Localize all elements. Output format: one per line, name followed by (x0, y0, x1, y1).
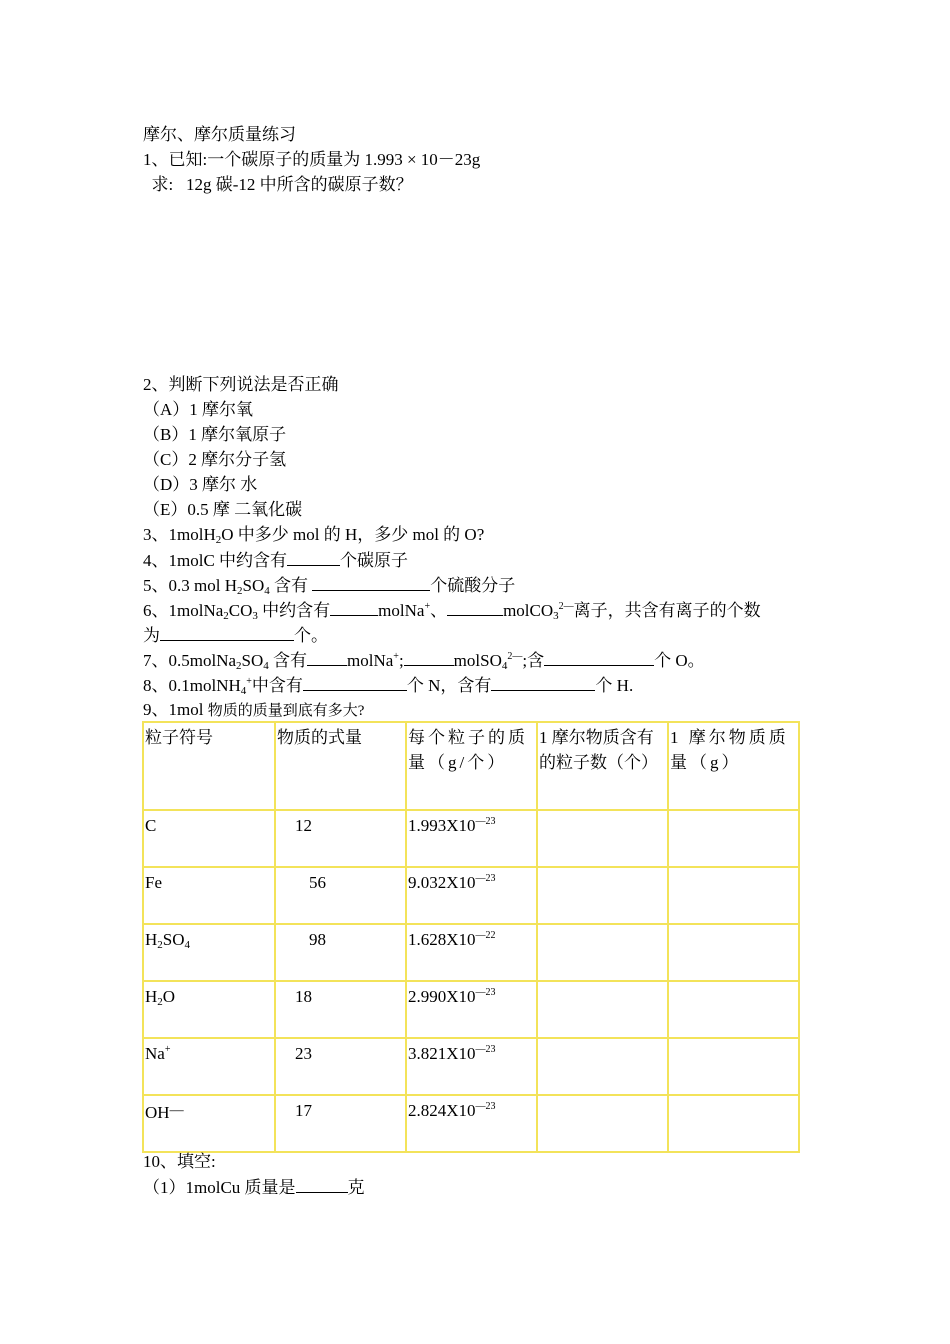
q7-text-b: 含有 (268, 651, 308, 670)
table-row (143, 1095, 799, 1152)
symbol-text: H (145, 930, 158, 949)
formula-weight: 23 (295, 1044, 312, 1063)
symbol-text: OH (145, 1103, 170, 1122)
question-8 (143, 672, 813, 697)
q3-text-b: O 中多少 mol 的 H，多少 mol 的 O? (221, 525, 485, 544)
q6-text-b: 中约含有 (257, 601, 331, 620)
symbol-text: Na (145, 1044, 165, 1063)
question-4 (143, 547, 813, 572)
q5-text-c: 个硫酸分子 (430, 576, 516, 595)
q8-blank-n[interactable] (303, 672, 407, 691)
formula-weight: 56 (309, 873, 326, 892)
cell-particle-mass (406, 867, 537, 924)
symbol-text: H (145, 987, 158, 1006)
table-row (143, 867, 799, 924)
cell-particle-count-input[interactable] (537, 981, 668, 1038)
q8-text-b: 中含有 (251, 676, 303, 695)
q5-text-so: SO (242, 576, 265, 595)
q7-blank-na[interactable] (307, 647, 347, 666)
q8-blank-h[interactable] (491, 672, 595, 691)
header-molar-mass: 1 摩尔物质质量（g） (668, 722, 799, 810)
q5-text-b: 含有 (269, 576, 313, 595)
mass-base: 3.821X10 (408, 1044, 476, 1063)
q6-sup-na: + (424, 601, 431, 612)
mass-base: 1.628X10 (408, 930, 476, 949)
mass-base: 2.990X10 (408, 987, 476, 1006)
q3-subscript: 2 (215, 534, 222, 546)
q6-sub-3: 3 (553, 610, 559, 622)
q4-text-b: 个碳原子 (340, 551, 409, 570)
symbol-text: Fe (145, 873, 162, 892)
q6-sub-2: 3 (252, 610, 258, 622)
q8-text-c: 个 N，含有 (406, 676, 492, 695)
q7-sup-na: + (393, 651, 399, 662)
question-10-item-1 (143, 1174, 365, 1199)
mass-base: 2.824X10 (408, 1101, 476, 1120)
cell-symbol (143, 1095, 275, 1152)
q9-text-a: 9、1mol (143, 700, 208, 719)
cell-molar-mass-input[interactable] (668, 867, 799, 924)
mass-table (142, 721, 800, 1153)
header-particle-count: 1 摩尔物质含有的粒子数（个） (537, 722, 668, 810)
cell-particle-count-input[interactable] (537, 810, 668, 867)
symbol-superscript: — (169, 1103, 184, 1118)
q4-text-a: 4、1molC 中约含有 (143, 551, 288, 570)
table-row (143, 924, 799, 981)
q6-text-co: CO (228, 601, 253, 620)
mass-exponent: —22 (475, 930, 496, 941)
symbol-subscript-2: 4 (184, 939, 191, 951)
q8-sub: 4 (240, 685, 247, 697)
table-row (143, 1038, 799, 1095)
q6-blank-co3[interactable] (447, 597, 503, 616)
symbol-subscript: 2 (157, 996, 163, 1008)
question-2-item-d: （D）3 摩尔 水 (143, 475, 258, 494)
mass-exponent: —23 (475, 816, 496, 827)
answer-space (143, 197, 813, 372)
question-6-line-1 (143, 597, 813, 622)
cell-molar-mass-input[interactable] (668, 810, 799, 867)
q7-text-na: molNa (347, 651, 394, 670)
q7-text-c: ;含 (522, 651, 545, 670)
cell-formula-weight (275, 867, 406, 924)
cell-molar-mass-input[interactable] (668, 981, 799, 1038)
cell-particle-count-input[interactable] (537, 924, 668, 981)
q7-text-sep: ; (398, 651, 404, 670)
cell-symbol (143, 981, 275, 1038)
q7-text-so: SO (241, 651, 264, 670)
cell-particle-mass (406, 981, 537, 1038)
cell-symbol (143, 1038, 275, 1095)
mass-exponent: —23 (475, 873, 496, 884)
mass-exponent: —23 (475, 1101, 496, 1112)
question-2-heading: 2、判断下列说法是否正确 (143, 375, 339, 394)
cell-particle-mass (406, 924, 537, 981)
q4-answer-blank[interactable] (287, 547, 340, 566)
formula-weight: 98 (309, 930, 326, 949)
q7-sup-so4: 2— (507, 651, 523, 662)
cell-formula-weight (275, 810, 406, 867)
q8-sup: + (246, 676, 252, 687)
mass-exponent: —23 (475, 987, 496, 998)
q6-text-na: molNa (378, 601, 425, 620)
question-6-line-2 (143, 622, 813, 647)
header-formula-weight: 物质的式量 (275, 722, 406, 810)
q7-blank-o[interactable] (544, 647, 654, 666)
q10-text-b: 克 (347, 1178, 365, 1197)
q7-text-d: 个 O。 (654, 651, 705, 670)
q7-sub-2: 4 (263, 660, 269, 672)
formula-weight: 18 (295, 987, 312, 1006)
q6-blank-na[interactable] (330, 597, 378, 616)
symbol-text-mid: SO (162, 930, 185, 949)
q7-text-so4: molSO (453, 651, 502, 670)
question-2-item-a: （A）1 摩尔氧 (143, 400, 254, 419)
q6-text-d: 为 (143, 626, 160, 645)
symbol-text: C (145, 816, 157, 835)
mass-exponent: —23 (475, 1044, 496, 1055)
question-10-heading: 10、填空: (143, 1152, 216, 1171)
q5-text-a: 5、0.3 mol H (143, 576, 237, 595)
q5-sub-2: 4 (264, 585, 270, 597)
q3-text-a: 3、1molH (143, 525, 216, 544)
q5-sub-1: 2 (236, 585, 243, 597)
q7-blank-so4[interactable] (404, 647, 454, 666)
question-10 (143, 1149, 365, 1199)
cell-molar-mass-input[interactable] (668, 1038, 799, 1095)
formula-weight: 17 (295, 1101, 312, 1120)
question-2-item-b: （B）1 摩尔氧原子 (143, 425, 287, 444)
question-9-heading (143, 697, 813, 722)
cell-symbol (143, 924, 275, 981)
symbol-superscript: + (164, 1044, 171, 1055)
table-header-row (143, 722, 799, 810)
q7-text-a: 7、0.5molNa (143, 651, 237, 670)
q9-text-b: 物质的质量到底有多大? (207, 703, 365, 719)
question-1-line-2: 求: 12g 碳-12 中所含的碳原子数？ (143, 175, 413, 194)
q6-text-sep: 、 (430, 601, 448, 620)
cell-particle-count-input[interactable] (537, 867, 668, 924)
table-row (143, 981, 799, 1038)
cell-particle-mass (406, 1095, 537, 1152)
worksheet-title: 摩尔、摩尔质量练习 (143, 125, 296, 144)
q8-text-d: 个 H. (595, 676, 634, 695)
cell-formula-weight (275, 1038, 406, 1095)
cell-formula-weight (275, 981, 406, 1038)
q7-sub-3: 4 (501, 660, 508, 672)
mass-base: 1.993X10 (408, 816, 476, 835)
q8-text-a: 8、0.1molNH (143, 676, 241, 695)
cell-particle-mass (406, 810, 537, 867)
cell-molar-mass-input[interactable] (668, 1095, 799, 1152)
cell-formula-weight (275, 1095, 406, 1152)
q6-blank-total[interactable] (160, 622, 294, 641)
question-3 (143, 522, 813, 547)
header-symbol: 粒子符号 (143, 722, 275, 810)
cell-molar-mass-input[interactable] (668, 924, 799, 981)
cell-formula-weight (275, 924, 406, 981)
q6-text-c: 离子，共含有离子的个数 (573, 601, 761, 620)
cell-particle-count-input[interactable] (537, 1095, 668, 1152)
cell-particle-count-input[interactable] (537, 1038, 668, 1095)
question-7 (143, 647, 813, 672)
question-1-line-1: 1、已知:一个碳原子的质量为 1.993 × 10－23g (143, 150, 481, 169)
formula-weight: 12 (295, 816, 312, 835)
q6-sup-co3: 2— (558, 601, 574, 612)
worksheet (143, 122, 813, 722)
symbol-subscript: 2 (157, 939, 163, 951)
question-5 (143, 572, 813, 597)
question-2-item-e: （E）0.5 摩 二氧化碳 (143, 500, 303, 519)
mass-base: 9.032X10 (408, 873, 476, 892)
q10-text-a: （1）1molCu 质量是 (143, 1178, 296, 1197)
header-particle-mass: 每个粒子的质量（g/个） (406, 722, 537, 810)
cell-symbol (143, 810, 275, 867)
table-row (143, 810, 799, 867)
symbol-text-mid: O (162, 987, 176, 1006)
q5-answer-blank[interactable] (312, 572, 430, 591)
q6-text-e: 个。 (294, 626, 328, 645)
cell-symbol (143, 867, 275, 924)
q6-text-a: 6、1molNa (143, 601, 224, 620)
q10-answer-blank[interactable] (296, 1174, 348, 1193)
q6-text-co3: molCO (503, 601, 554, 620)
q7-sub-1: 2 (236, 660, 242, 672)
cell-particle-mass (406, 1038, 537, 1095)
q6-sub-1: 2 (223, 610, 229, 622)
question-2-item-c: （C）2 摩尔分子氢 (143, 450, 287, 469)
